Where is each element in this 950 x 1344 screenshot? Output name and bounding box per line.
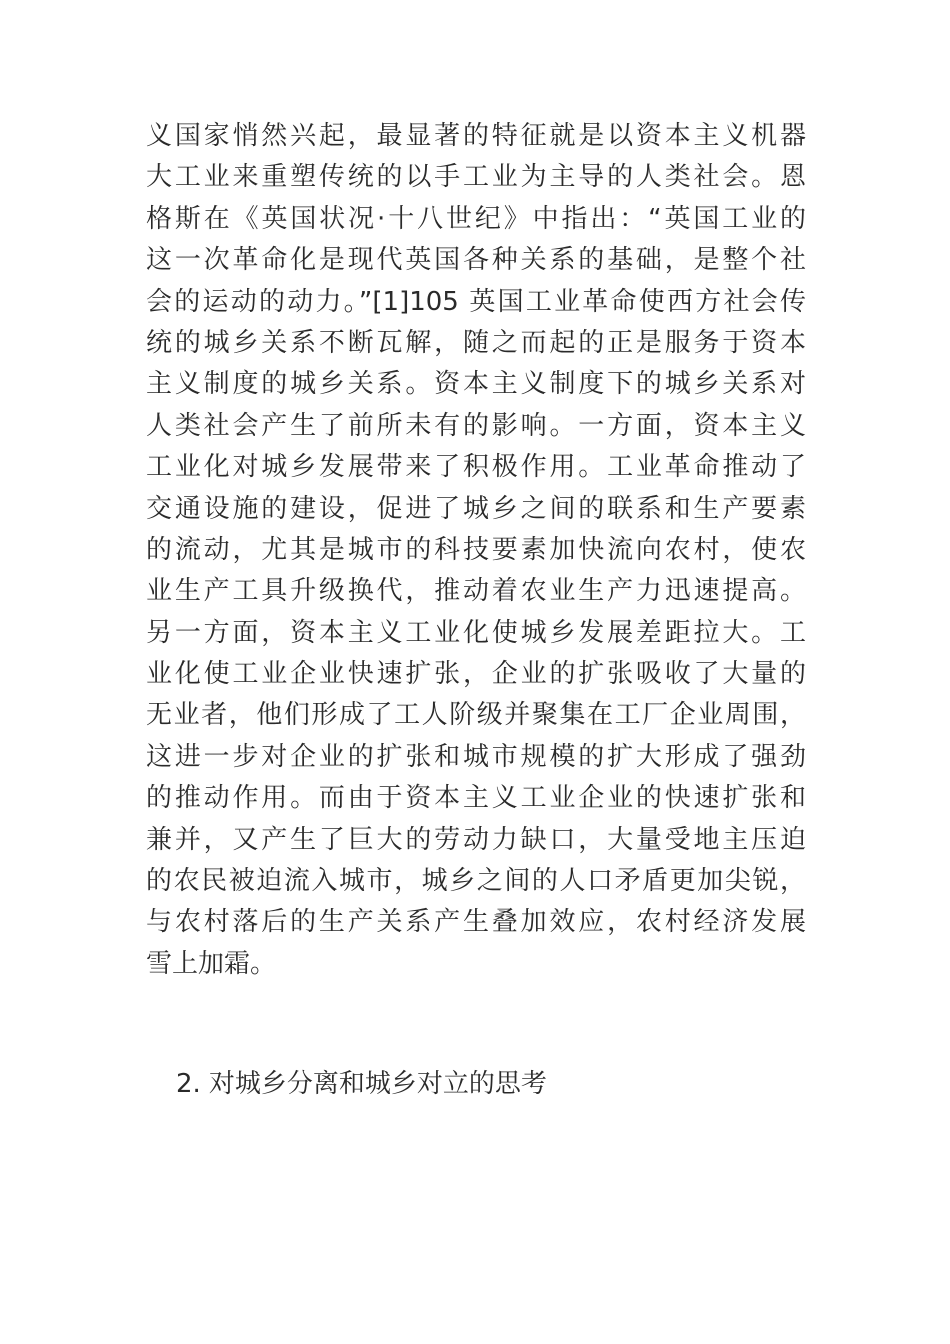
paragraph-line: 雪上加霜。	[146, 948, 277, 979]
paragraph-line: 主义制度的城乡关系。资本主义制度下的城乡关系对	[146, 369, 806, 400]
section-number: 2.	[176, 1069, 201, 1099]
body-paragraph	[146, 116, 806, 985]
section-heading	[176, 1063, 547, 1105]
paragraph-line: 业化使工业企业快速扩张，企业的扩张吸收了大量的	[146, 659, 806, 690]
paragraph-line: 兼并，又产生了巨大的劳动力缺口，大量受地主压迫	[146, 824, 806, 855]
paragraph-line: 另一方面，资本主义工业化使城乡发展差距拉大。工	[146, 617, 806, 648]
paragraph-line: 与农村落后的生产关系产生叠加效应，农村经济发展	[146, 907, 806, 938]
paragraph-line: 大工业来重塑传统的以手工业为主导的人类社会。恩	[146, 162, 806, 193]
paragraph-line: 会的运动的动力。”[1]105 英国工业革命使西方社会传	[146, 286, 806, 317]
paragraph-line: 交通设施的建设，促进了城乡之间的联系和生产要素	[146, 493, 806, 524]
paragraph-line: 人类社会产生了前所未有的影响。一方面，资本主义	[146, 410, 806, 441]
paragraph-line: 这进一步对企业的扩张和城市规模的扩大形成了强劲	[146, 741, 806, 772]
paragraph-line: 无业者，他们形成了工人阶级并聚集在工厂企业周围，	[146, 700, 806, 731]
paragraph-line: 这一次革命化是现代英国各种关系的基础，是整个社	[146, 245, 806, 276]
paragraph-line: 统的城乡关系不断瓦解，随之而起的正是服务于资本	[146, 327, 806, 358]
paragraph-line: 业生产工具升级换代，推动着农业生产力迅速提高。	[146, 576, 806, 607]
paragraph-line: 的推动作用。而由于资本主义工业企业的快速扩张和	[146, 783, 806, 814]
paragraph-line: 格斯在《英国状况·十八世纪》中指出：“英国工业的	[146, 203, 806, 234]
paragraph-line: 工业化对城乡发展带来了积极作用。工业革命推动了	[146, 452, 806, 483]
paragraph-line: 的农民被迫流入城市，城乡之间的人口矛盾更加尖锐，	[146, 866, 806, 897]
section-title: 对城乡分离和城乡对立的思考	[208, 1069, 547, 1099]
paragraph-line: 义国家悄然兴起，最显著的特征就是以资本主义机器	[146, 121, 806, 151]
paragraph-line: 的流动，尤其是城市的科技要素加快流向农村，使农	[146, 534, 806, 565]
